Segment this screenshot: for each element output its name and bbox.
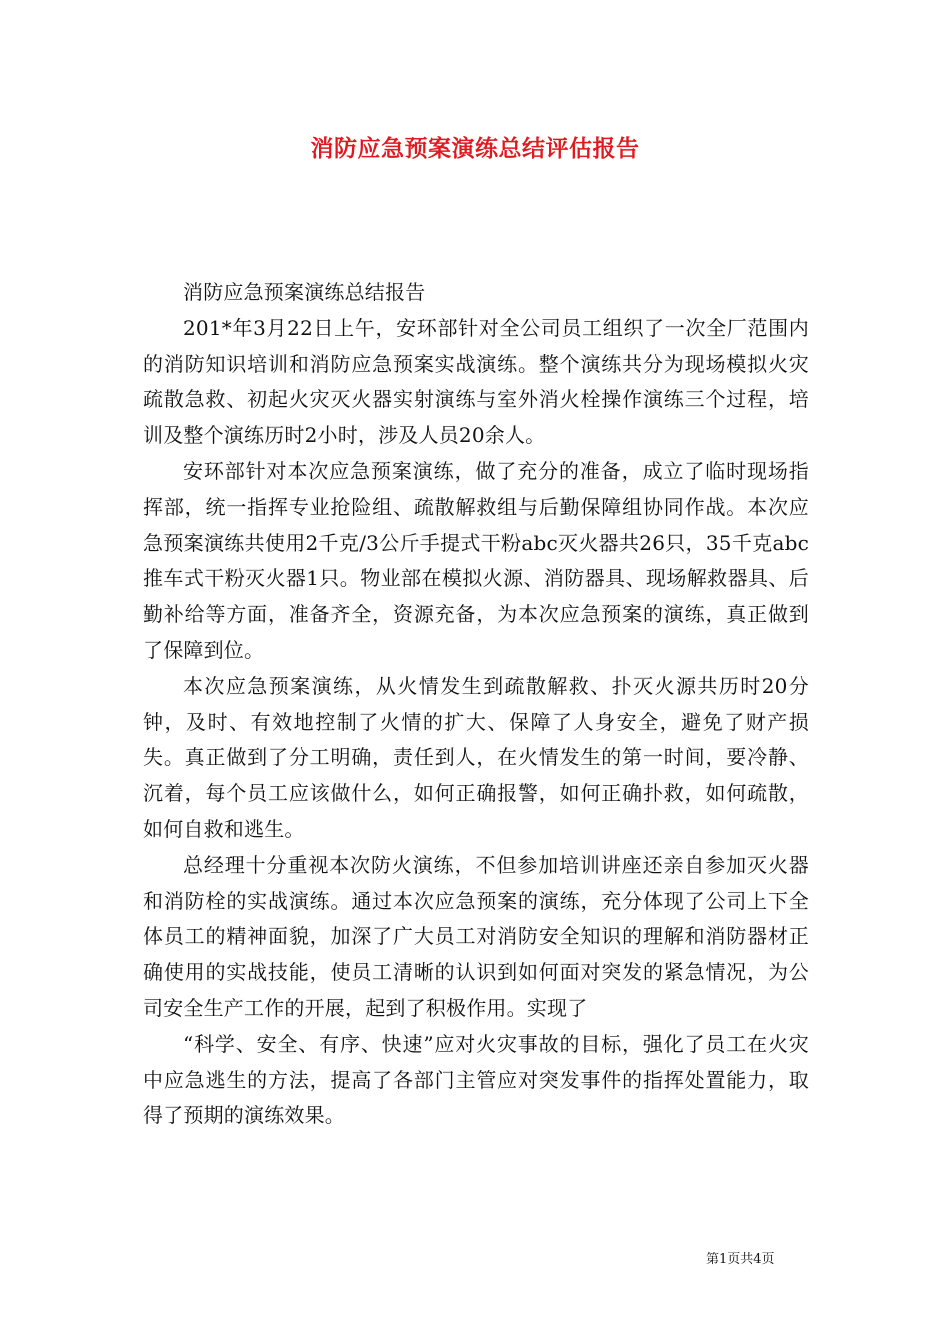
document-subtitle: 消防应急预案演练总结报告 [183, 280, 426, 304]
paragraph-3: 本次应急预案演练，从火情发生到疏散解救、扑灭火源共历时20分钟，及时、有效地控制了火情的扩大、保障了人身安全，避免了财产损失。真正做到了分工明确，责任到人，在火情发生的第一时间，要冷静、沉着，每个员工应该做什么，如何正确报警，如何正确扑救，如何疏散，如何自救和逃生。 [143, 673, 809, 841]
page-number: 第1页共4页 [706, 1252, 775, 1267]
document-title: 消防应急预案演练总结评估报告 [310, 135, 640, 162]
paragraph-1: 201*年3月22日上午，安环部针对全公司员工组织了一次全厂范围内的消防知识培训和消防应急预案实战演练。整个演练共分为现场模拟火灾疏散急救、初起火灾灭火器实射演练与室外消火栓操作演练三个过程，培训及整个演练历时2小时，涉及人员20余人。 [143, 315, 809, 448]
paragraph-2: 安环部针对本次应急预案演练，做了充分的准备，成立了临时现场指挥部，统一指挥专业抢险组、疏散解救组与后勤保障组协同作战。本次应急预案演练共使用2千克/3公斤手提式干粉abc灭火器共26只，35千克abc推车式干粉灭火器1只。物业部在模拟火源、消防器具、现场解救器具、后勤补给等方面，准备齐全，资源充备，为本次应急预案的演练，真正做到了保障到位。 [143, 458, 809, 662]
paragraph-5: “科学、安全、有序、快速”应对火灾事故的目标，强化了员工在火灾中应急逃生的方法，提高了各部门主管应对突发事件的指挥处置能力，取得了预期的演练效果。 [143, 1031, 809, 1128]
document-body [143, 275, 809, 1134]
paragraph-4: 总经理十分重视本次防火演练，不但参加培训讲座还亲自参加灭火器和消防栓的实战演练。通过本次应急预案的演练，充分体现了公司上下全体员工的精神面貌，加深了广大员工对消防安全知识的理解和消防器材正确使用的实战技能，使员工清晰的认识到如何面对突发的紧急情况，为公司安全生产工作的开展，起到了积极作用。实现了 [143, 852, 809, 1020]
